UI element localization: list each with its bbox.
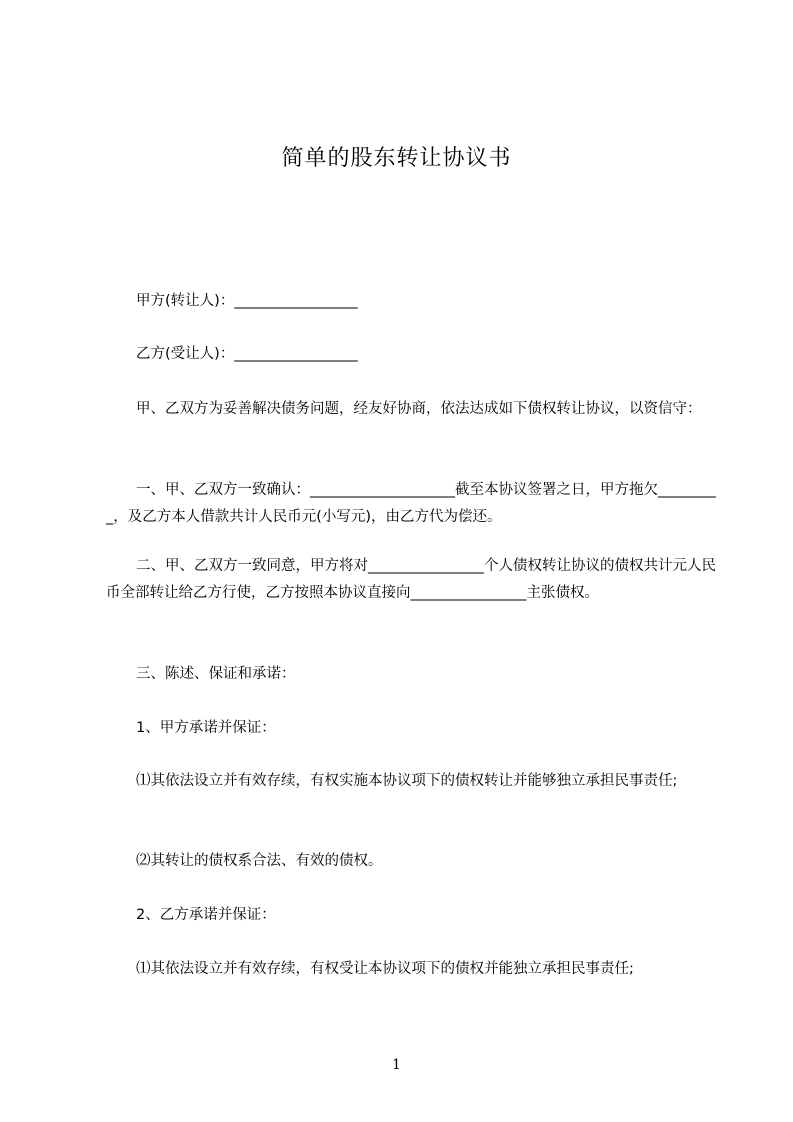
clause-1-paragraph: 一、甲、乙双方一致确认：____________________截至本协议签署之日，甲方拖欠_________，及乙方本人借款共计人民币元(小写元)，由乙方代为偿还。	[106, 482, 716, 525]
party-b-warranty-item-1: ⑴其依法设立并有效存续，有权受让本协议项下的债权并能独立承担民事责任;	[136, 961, 634, 977]
party-a-warranty-heading: 1、甲方承诺并保证：	[136, 720, 276, 736]
clause-3-heading: 三、陈述、保证和承诺：	[136, 666, 296, 682]
page-number: 1	[392, 1057, 401, 1073]
party-a-warranty-item-2: ⑵其转让的债权系合法、有效的债权。	[136, 853, 383, 869]
document-title: 简单的股东转让协议书	[281, 146, 512, 171]
party-b-line: 乙方(受让人)：_________________	[136, 346, 358, 362]
party-a-warranty-item-1: ⑴其依法设立并有效存续，有权实施本协议项下的债权转让并能够独立承担民事责任;	[136, 773, 678, 789]
preamble-paragraph: 甲、乙双方为妥善解决债务问题，经友好协商，依法达成如下债权转让协议，以资信守：	[136, 401, 702, 417]
party-b-warranty-heading: 2、乙方承诺并保证：	[136, 907, 276, 923]
clause-2-paragraph: 二、甲、乙双方一致同意，甲方将对________________个人债权转让协议的债权共计元人民币全部转让给乙方行使，乙方按照本协议直接向________________主张债权。	[106, 558, 716, 601]
party-a-line: 甲方(转让人)：_________________	[136, 293, 358, 309]
